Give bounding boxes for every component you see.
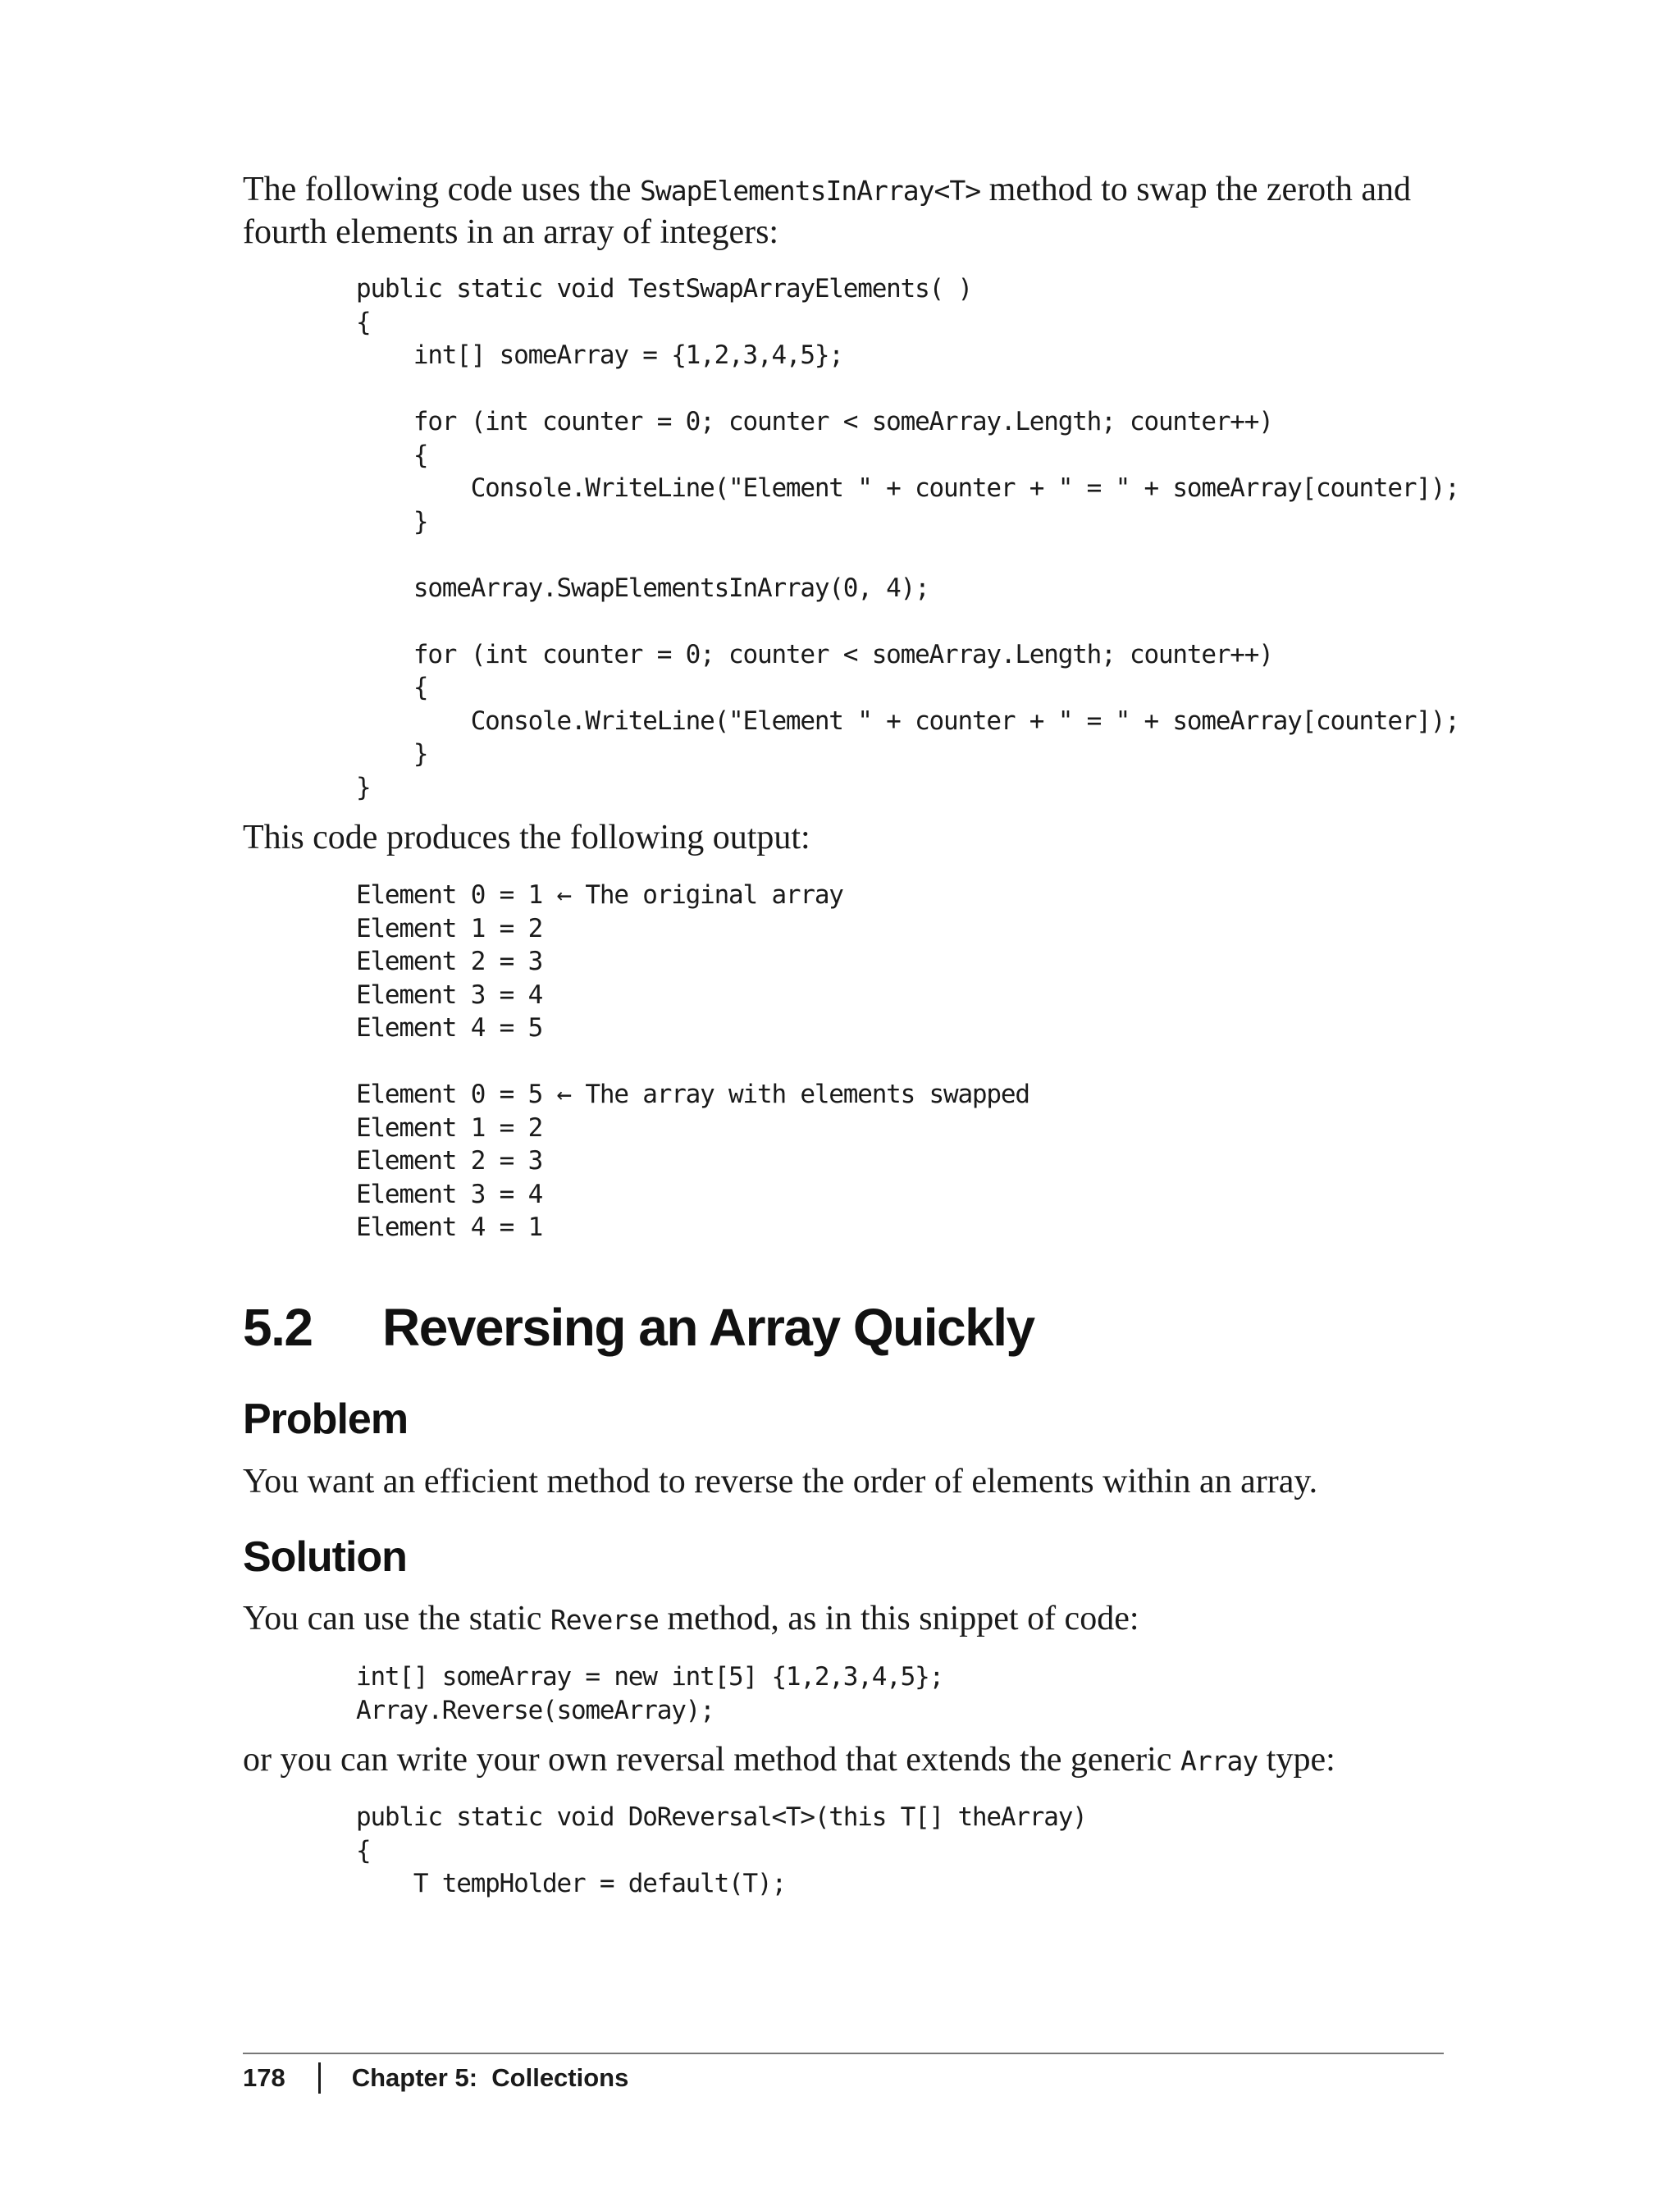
problem-heading: Problem — [243, 1395, 409, 1443]
solution-alt-after: type: — [1258, 1741, 1335, 1779]
section-number: 5.2 — [243, 1298, 313, 1357]
solution-alternative — [243, 1739, 1444, 1782]
section-heading — [243, 1295, 1034, 1360]
intro-inline-code: SwapElementsInArray<T> — [640, 175, 981, 207]
code-output: Element 0 = 1 ← The original array Element 1 = 2 Element 2 = 3 Element 3 = 4 Element 4 = 5 Element 0 = 5 ← The array with elements swapped Element 1 = 2 Element 2 = 3 Element 3 = 4 Element 4 = 1 — [356, 880, 1029, 1242]
page-number: 178 — [243, 2063, 285, 2092]
solution-intro-code: Reverse — [550, 1604, 659, 1636]
code-reverse: int[] someArray = new int[5] {1,2,3,4,5}; Array.Reverse(someArray); — [356, 1662, 944, 1725]
solution-intro — [243, 1598, 1444, 1641]
solution-intro-after: method, as in this snippet of code: — [658, 1600, 1139, 1637]
intro-paragraph — [243, 169, 1444, 253]
solution-alt-before: or you can write your own reversal method that extends the generic — [243, 1741, 1180, 1779]
intro-text-after: method to swap the zeroth and fourth elements in an array of integers: — [243, 171, 1411, 251]
intro-text-before: The following code uses the — [243, 171, 641, 208]
solution-alt-code: Array — [1180, 1745, 1258, 1777]
code-do-reversal: public static void DoReversal<T>(this T[] theArray) { T tempHolder = default(T); — [356, 1802, 1087, 1898]
code-test-swap: public static void TestSwapArrayElements( ) { int[] someArray = {1,2,3,4,5}; for (int counter = 0; counter < someArray.Length; counter++) { Console.WriteLine("Element " + counter + " = " + someArray[counter]); } someArray.SwapElementsInArray(0, 4); for (int counter = 0; counter < someArray.Length; counter++) { Console.WriteLine("Element " + counter + " = " + someArray[counter]); } } — [356, 274, 1459, 802]
solution-intro-before: You can use the static — [243, 1600, 550, 1637]
footer-rule — [243, 2053, 1444, 2054]
solution-heading: Solution — [243, 1533, 407, 1581]
chapter-label: Chapter 5: Collections — [351, 2063, 629, 2092]
output-intro: This code produces the following output: — [243, 819, 810, 856]
section-title: Reversing an Array Quickly — [382, 1298, 1034, 1357]
page-footer — [243, 2058, 628, 2099]
footer-separator — [318, 2062, 321, 2094]
problem-text: You want an efficient method to reverse the order of elements within an array. — [243, 1463, 1318, 1500]
